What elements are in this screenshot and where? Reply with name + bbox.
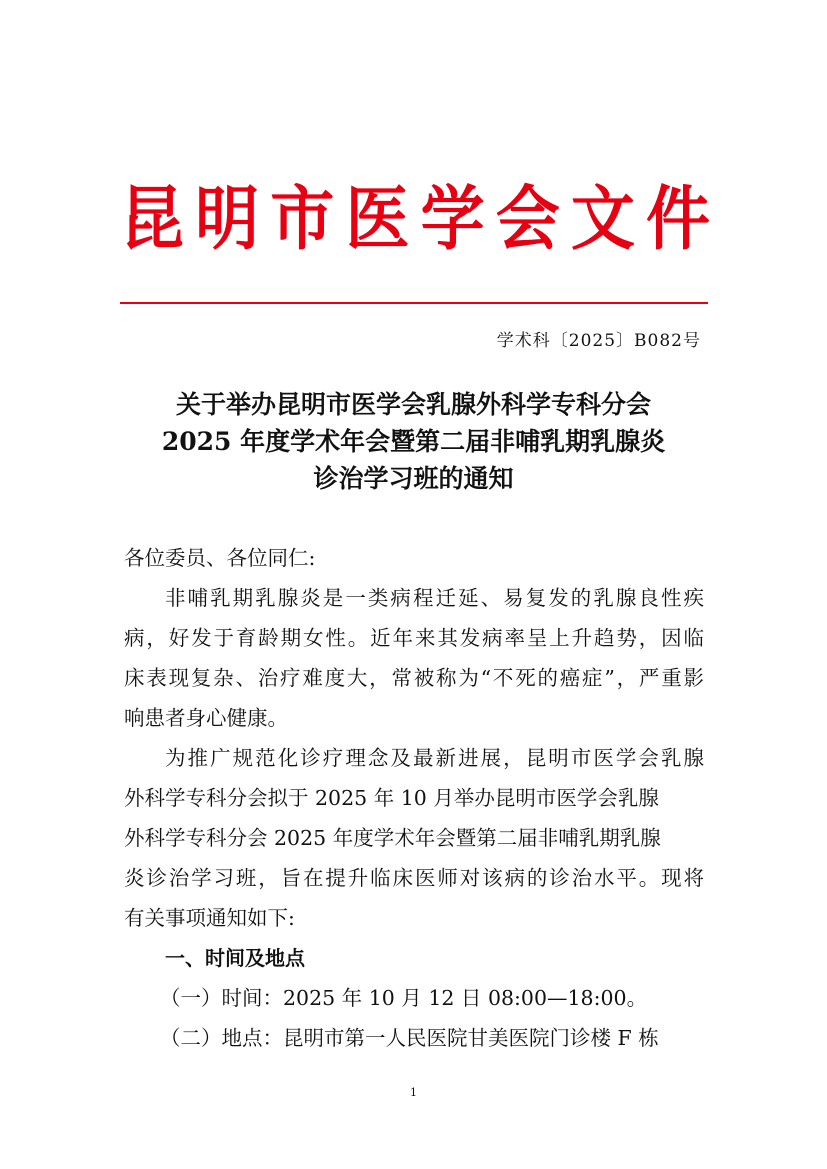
document-title [100, 386, 727, 497]
paragraph-line: 为推广规范化诊疗理念及最新进展，昆明市医学会乳腺 [165, 746, 704, 770]
masthead-divider [120, 302, 708, 304]
masthead-char: 明 [195, 180, 260, 260]
salutation: 各位委员、各位同仁: [124, 546, 316, 570]
paragraph-line: 响患者身心健康。 [124, 706, 288, 730]
title-line: 2025 年度学术年会暨第二届非哺乳期乳腺炎 [161, 427, 666, 456]
document-body [124, 538, 704, 1058]
masthead-char: 会 [495, 180, 560, 260]
paragraph-line: 炎诊治学习班，旨在提升临床医师对该病的诊治水平。现将 [124, 866, 704, 890]
document-number: 学术科〔2025〕B082号 [496, 331, 701, 351]
masthead [120, 170, 710, 270]
masthead-char: 医 [345, 180, 410, 260]
masthead-char: 件 [645, 180, 710, 260]
paragraph-line: 外科学专科分会 2025 年度学术年会暨第二届非哺乳期乳腺 [124, 826, 661, 850]
paragraph-line: 床表现复杂、治疗难度大，常被称为“不死的癌症”，严重影 [124, 666, 704, 690]
page-number: 1 [410, 1086, 417, 1099]
paragraph-line: 病，好发于育龄期女性。近年来其发病率呈上升趋势，因临 [124, 626, 704, 650]
paragraph-line: 有关事项通知如下: [124, 906, 295, 930]
masthead-char: 学 [420, 180, 485, 260]
section-heading: 一、时间及地点 [165, 946, 305, 970]
paragraph-line: 非哺乳期乳腺炎是一类病程迁延、易复发的乳腺良性疾 [165, 586, 704, 610]
masthead-char: 市 [270, 180, 335, 260]
location-item: （二）地点：昆明市第一人民医院甘美医院门诊楼 F 栋 [160, 1026, 659, 1050]
title-line: 诊治学习班的通知 [313, 464, 514, 493]
time-item: （一）时间：2025 年 10 月 12 日 08:00—18:00。 [160, 986, 648, 1010]
title-line: 关于举办昆明市医学会乳腺外科学专科分会 [175, 390, 651, 419]
paragraph-line: 外科学专科分会拟于 2025 年 10 月举办昆明市医学会乳腺 [124, 786, 659, 810]
masthead-char: 文 [570, 180, 635, 260]
masthead-char: 昆 [120, 180, 184, 260]
